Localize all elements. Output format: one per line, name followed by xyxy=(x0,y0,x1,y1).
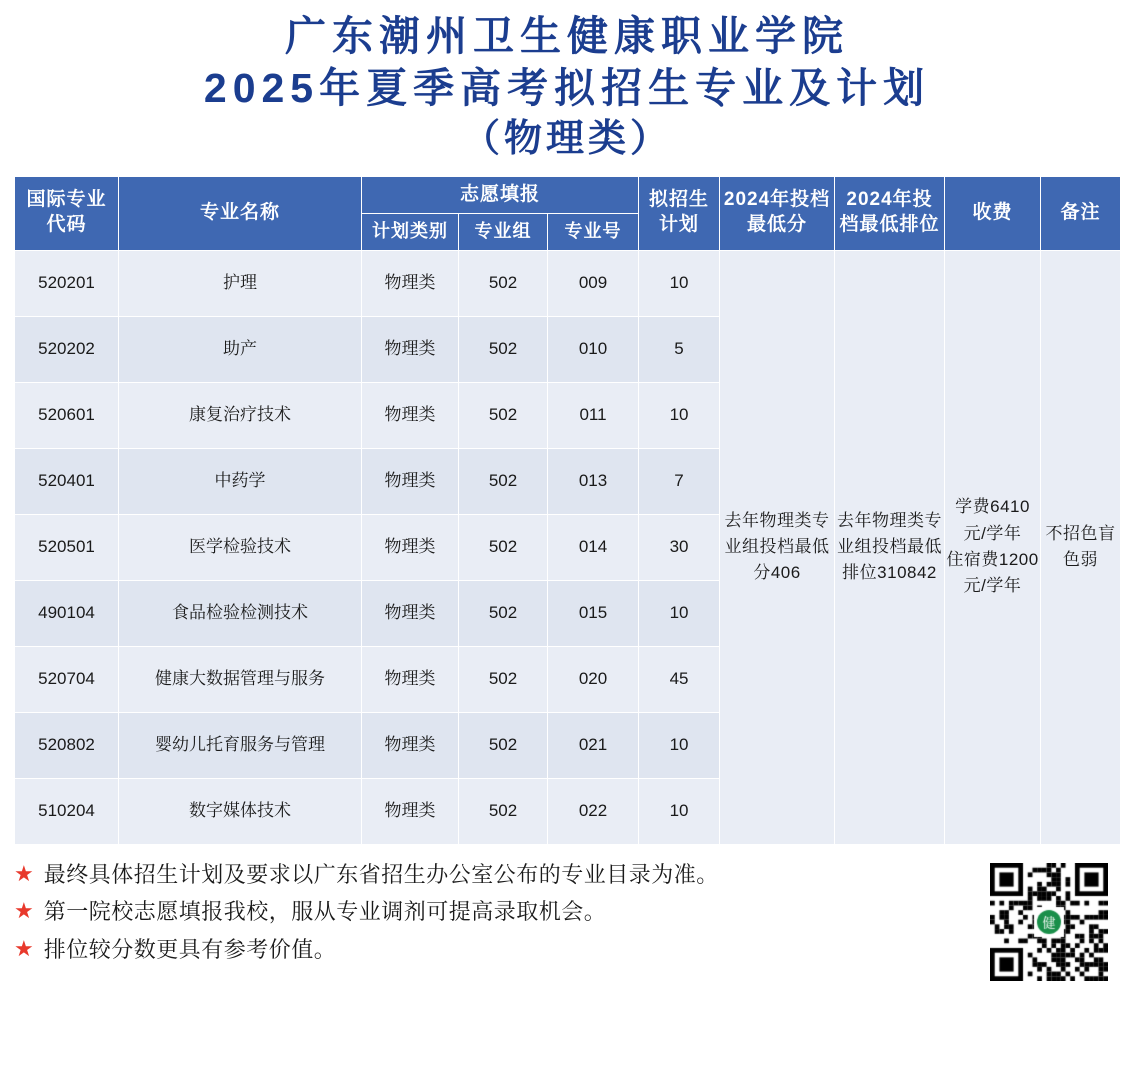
min-rank-text: 去年物理类专业组投档最低排位310842 xyxy=(837,510,943,583)
header-fee: 收费 xyxy=(945,176,1041,250)
cell-name: 康复治疗技术 xyxy=(119,382,362,448)
cell-plan: 30 xyxy=(639,514,720,580)
cell-plan: 45 xyxy=(639,646,720,712)
cell-group: 502 xyxy=(459,316,548,382)
cell-number: 015 xyxy=(548,580,639,646)
list-item xyxy=(14,861,990,889)
header-min-rank-2024: 2024年投档最低排位 xyxy=(835,176,945,250)
cell-fee-merged xyxy=(945,250,1041,844)
list-item xyxy=(14,898,990,926)
cell-name: 护理 xyxy=(119,250,362,316)
cell-number: 009 xyxy=(548,250,639,316)
cell-group: 502 xyxy=(459,712,548,778)
cell-name: 婴幼儿托育服务与管理 xyxy=(119,712,362,778)
star-icon: ★ xyxy=(14,935,34,961)
dorm-fee-text: 住宿费1200元/学年 xyxy=(946,550,1039,596)
cell-group: 502 xyxy=(459,250,548,316)
page-title-line-2: 2025年夏季高考拟招生专业及计划 xyxy=(203,65,931,112)
tuition-text: 学费6410元/学年 xyxy=(955,497,1030,543)
header-min-score-2024: 2024年投档最低分 xyxy=(720,176,835,250)
star-icon: ★ xyxy=(14,898,34,924)
cell-group: 502 xyxy=(459,580,548,646)
cell-plan: 7 xyxy=(639,448,720,514)
cell-number: 013 xyxy=(548,448,639,514)
footnote-text: 第一院校志愿填报我校，服从专业调剂可提高录取机会。 xyxy=(43,899,607,925)
table-body xyxy=(15,250,1121,844)
remark-text: 不招色盲色弱 xyxy=(1045,523,1116,570)
star-icon: ★ xyxy=(14,860,34,886)
page-title-line-1: 广东潮州卫生健康职业学院 xyxy=(285,13,849,59)
cell-category: 物理类 xyxy=(362,712,459,778)
cell-name: 数字媒体技术 xyxy=(119,778,362,844)
cell-number: 022 xyxy=(548,778,639,844)
cell-number: 011 xyxy=(548,382,639,448)
cell-plan: 10 xyxy=(639,580,720,646)
cell-category: 物理类 xyxy=(362,448,459,514)
cell-group: 502 xyxy=(459,514,548,580)
cell-name: 助产 xyxy=(119,316,362,382)
document-title-block xyxy=(0,0,1134,168)
cell-name: 食品检验检测技术 xyxy=(119,580,362,646)
cell-category: 物理类 xyxy=(362,316,459,382)
cell-code: 490104 xyxy=(15,580,119,646)
header-volunteer-group: 志愿填报 xyxy=(362,176,639,214)
page-title-line-3: （物理类） xyxy=(461,117,672,160)
cell-code: 520401 xyxy=(15,448,119,514)
cell-code: 520501 xyxy=(15,514,119,580)
cell-code: 510204 xyxy=(15,778,119,844)
cell-category: 物理类 xyxy=(362,646,459,712)
cell-code: 520704 xyxy=(15,646,119,712)
header-major-number: 专业号 xyxy=(548,214,639,250)
cell-code: 520202 xyxy=(15,316,119,382)
cell-group: 502 xyxy=(459,646,548,712)
cell-min-score-merged xyxy=(720,250,835,844)
cell-name: 医学检验技术 xyxy=(119,514,362,580)
cell-category: 物理类 xyxy=(362,514,459,580)
qr-code-icon[interactable] xyxy=(990,863,1108,981)
cell-code: 520201 xyxy=(15,250,119,316)
cell-plan: 10 xyxy=(639,778,720,844)
cell-group: 502 xyxy=(459,448,548,514)
footnote-text: 最终具体招生计划及要求以广东省招生办公室公布的专业目录为准。 xyxy=(43,861,719,887)
table-header xyxy=(15,176,1121,250)
cell-name: 健康大数据管理与服务 xyxy=(119,646,362,712)
cell-plan: 10 xyxy=(639,712,720,778)
cell-category: 物理类 xyxy=(362,382,459,448)
list-item xyxy=(14,936,990,964)
table-row xyxy=(15,250,1121,316)
footnote-list xyxy=(14,861,990,974)
cell-code: 520802 xyxy=(15,712,119,778)
cell-group: 502 xyxy=(459,778,548,844)
cell-min-rank-merged xyxy=(835,250,945,844)
enrollment-plan-table xyxy=(14,176,1121,845)
cell-plan: 5 xyxy=(639,316,720,382)
cell-code: 520601 xyxy=(15,382,119,448)
footnote-text: 排位较分数更具有参考价值。 xyxy=(43,936,337,962)
header-remark: 备注 xyxy=(1041,176,1121,250)
cell-number: 021 xyxy=(548,712,639,778)
cell-plan: 10 xyxy=(639,250,720,316)
header-plan-count: 拟招生计划 xyxy=(639,176,720,250)
cell-group: 502 xyxy=(459,382,548,448)
header-major-name: 专业名称 xyxy=(119,176,362,250)
cell-name: 中药学 xyxy=(119,448,362,514)
cell-plan: 10 xyxy=(639,382,720,448)
plan-table-container xyxy=(14,176,1120,845)
cell-number: 014 xyxy=(548,514,639,580)
qr-code-canvas xyxy=(990,863,1108,981)
cell-category: 物理类 xyxy=(362,250,459,316)
cell-remark-merged xyxy=(1041,250,1121,844)
cell-number: 010 xyxy=(548,316,639,382)
header-major-group: 专业组 xyxy=(459,214,548,250)
min-score-text: 去年物理类专业组投档最低分406 xyxy=(724,510,830,583)
header-plan-category: 计划类别 xyxy=(362,214,459,250)
cell-number: 020 xyxy=(548,646,639,712)
footer-section xyxy=(0,861,1134,981)
cell-category: 物理类 xyxy=(362,778,459,844)
cell-category: 物理类 xyxy=(362,580,459,646)
header-code: 国际专业代码 xyxy=(15,176,119,250)
